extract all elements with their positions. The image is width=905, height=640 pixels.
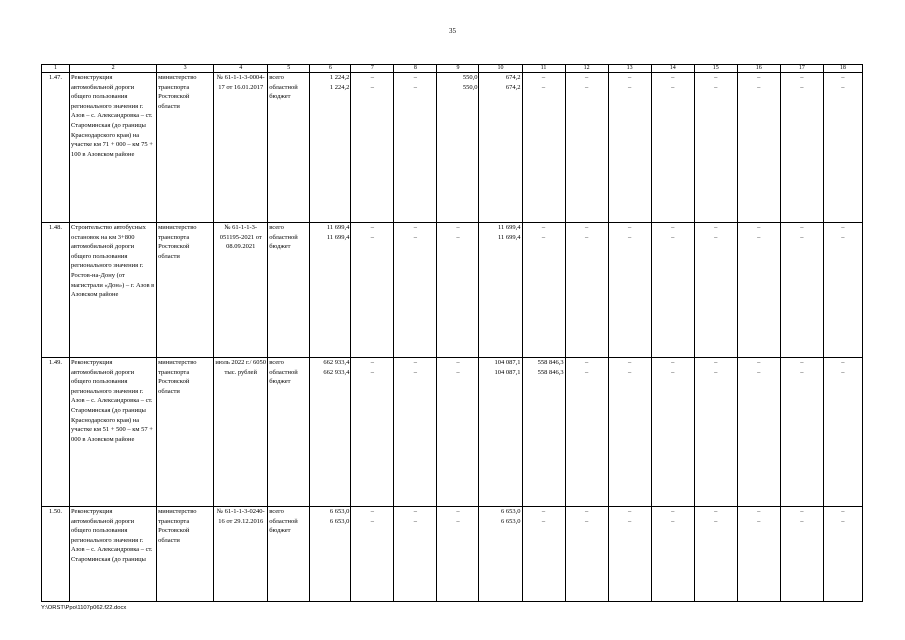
funding-source: [268, 73, 310, 223]
value-cell: [780, 358, 823, 507]
value-total: –: [456, 359, 460, 366]
value-cell: [522, 73, 565, 223]
table-row: [42, 507, 863, 602]
column-header: 16: [737, 65, 780, 73]
column-header: 5: [268, 65, 310, 73]
value-budget: 6 653,0: [329, 517, 350, 525]
value-cell: [479, 223, 522, 358]
value-total: –: [413, 359, 418, 366]
value-total: –: [671, 359, 675, 366]
value-cell: [437, 73, 479, 223]
value-cell: [310, 223, 351, 358]
value-total: 11 699,4: [326, 224, 350, 231]
funding-source-total: всего: [269, 74, 284, 81]
value-total: –: [413, 224, 418, 231]
value-total: 1 224,2: [329, 74, 350, 81]
value-cell: [780, 73, 823, 223]
funding-source-budget: областной бюджет: [269, 83, 298, 101]
value-budget: 11 699,4: [498, 233, 521, 241]
column-header: 3: [157, 65, 214, 73]
value-total: 674,2: [505, 74, 521, 81]
funding-source-budget: областной бюджет: [269, 368, 298, 386]
funding-source-total: всего: [269, 508, 284, 515]
value-total: –: [671, 508, 675, 515]
value-total: –: [628, 359, 632, 366]
value-budget: –: [841, 233, 845, 241]
value-budget: –: [628, 517, 632, 525]
responsible-org: министерство транспорта Ростовской области: [157, 223, 214, 358]
value-total: –: [413, 74, 418, 81]
value-budget: –: [413, 517, 418, 525]
column-header: 7: [351, 65, 394, 73]
value-budget: –: [714, 368, 718, 376]
value-total: –: [714, 508, 718, 515]
value-total: –: [541, 74, 546, 81]
column-header: 4: [214, 65, 268, 73]
value-cell: [565, 73, 608, 223]
value-cell: [694, 507, 737, 602]
column-header: 18: [823, 65, 862, 73]
value-budget: –: [800, 233, 804, 241]
value-budget: –: [628, 83, 632, 91]
value-cell: [522, 358, 565, 507]
value-cell: [823, 507, 862, 602]
value-budget: –: [757, 83, 761, 91]
column-header: 15: [694, 65, 737, 73]
column-header: 10: [479, 65, 522, 73]
row-number: 1.47.: [42, 73, 70, 223]
value-cell: [737, 223, 780, 358]
value-total: –: [757, 359, 761, 366]
value-budget: –: [541, 83, 546, 91]
value-total: –: [800, 508, 804, 515]
value-cell: [651, 223, 694, 358]
value-budget: –: [584, 517, 589, 525]
header-row: [42, 65, 863, 73]
value-cell: [737, 73, 780, 223]
value-cell: [780, 223, 823, 358]
value-total: –: [757, 508, 761, 515]
value-total: –: [800, 74, 804, 81]
value-cell: [651, 358, 694, 507]
value-total: –: [671, 74, 675, 81]
value-cell: [823, 358, 862, 507]
value-cell: [394, 223, 437, 358]
value-budget: –: [800, 368, 804, 376]
value-cell: [608, 358, 651, 507]
value-cell: [437, 223, 479, 358]
table-row: [42, 358, 863, 507]
value-total: –: [628, 224, 632, 231]
value-cell: [479, 507, 522, 602]
value-budget: –: [757, 233, 761, 241]
value-cell: [351, 73, 394, 223]
value-cell: [823, 223, 862, 358]
column-header: 2: [70, 65, 157, 73]
value-budget: 6 653,0: [501, 517, 521, 525]
value-total: 6 653,0: [329, 508, 350, 515]
value-total: 558 846,3: [537, 359, 564, 366]
value-budget: –: [628, 233, 632, 241]
document-ref: № 61-1-1-3-051195-2021 от 08.09.2021: [214, 223, 268, 358]
value-cell: [608, 223, 651, 358]
value-cell: [737, 358, 780, 507]
value-budget: –: [584, 368, 589, 376]
value-total: –: [628, 508, 632, 515]
value-budget: –: [370, 83, 374, 91]
value-budget: –: [628, 368, 632, 376]
value-budget: –: [800, 517, 804, 525]
row-number: 1.48.: [42, 223, 70, 358]
value-total: –: [800, 359, 804, 366]
value-cell: [394, 73, 437, 223]
value-budget: –: [584, 83, 589, 91]
project-name: Реконструкция автомобильной дороги общего пользования регионального значения г. Азов – с. Александровка – ст. Староминская (до границы Краснодарского края) на участке км 71 + 000 – км 75 + 100 в Азовском районе: [70, 73, 157, 223]
value-budget: –: [541, 233, 546, 241]
value-total: –: [584, 74, 589, 81]
row-number: 1.50.: [42, 507, 70, 602]
value-budget: –: [456, 517, 460, 525]
value-cell: [565, 223, 608, 358]
value-budget: 558 846,3: [537, 368, 564, 376]
value-budget: –: [370, 517, 374, 525]
value-cell: [437, 358, 479, 507]
value-cell: [479, 73, 522, 223]
value-budget: 662 933,4: [323, 368, 350, 376]
column-header: 13: [608, 65, 651, 73]
responsible-org: министерство транспорта Ростовской области: [157, 73, 214, 223]
value-budget: –: [456, 233, 460, 241]
value-total: –: [841, 224, 845, 231]
value-cell: [310, 73, 351, 223]
document-ref: июль 2022 г./ 6050 тыс. рублей: [214, 358, 268, 507]
value-total: –: [584, 508, 589, 515]
value-budget: –: [841, 517, 845, 525]
value-total: –: [841, 359, 845, 366]
value-budget: –: [671, 233, 675, 241]
value-total: –: [370, 224, 374, 231]
value-total: –: [757, 74, 761, 81]
value-budget: –: [584, 233, 589, 241]
value-budget: –: [714, 233, 718, 241]
value-cell: [737, 507, 780, 602]
value-cell: [479, 358, 522, 507]
value-total: –: [456, 508, 460, 515]
value-total: –: [714, 74, 718, 81]
page-number: 35: [449, 27, 456, 35]
funding-source-budget: областной бюджет: [269, 517, 298, 535]
value-budget: –: [671, 368, 675, 376]
value-total: –: [370, 359, 374, 366]
value-cell: [780, 507, 823, 602]
column-header: 8: [394, 65, 437, 73]
value-cell: [565, 358, 608, 507]
value-budget: –: [757, 517, 761, 525]
value-budget: –: [456, 368, 460, 376]
project-name: Строительство автобусных остановок на км 3+800 автомобильной дороги общего пользования регионального значения г. Ростов-на-Дону (от магистрали «Дон») – г. Азов в Азовском районе: [70, 223, 157, 358]
value-budget: –: [671, 517, 675, 525]
value-total: –: [370, 74, 374, 81]
value-cell: [394, 358, 437, 507]
funding-source-total: всего: [269, 359, 284, 366]
funding-source: [268, 358, 310, 507]
value-budget: 674,2: [505, 83, 521, 91]
value-cell: [437, 507, 479, 602]
column-header: 9: [437, 65, 479, 73]
value-cell: [351, 358, 394, 507]
value-total: –: [456, 224, 460, 231]
value-total: –: [714, 359, 718, 366]
value-total: –: [671, 224, 675, 231]
value-cell: [522, 507, 565, 602]
file-path-footer: Y:\ORST\Ppo\1107p062.f22.docx: [41, 605, 127, 611]
funding-source-budget: областной бюджет: [269, 233, 298, 251]
value-budget: 550,0: [462, 83, 478, 91]
value-total: 662 933,4: [323, 359, 350, 366]
value-cell: [694, 358, 737, 507]
value-cell: [310, 507, 351, 602]
value-cell: [394, 507, 437, 602]
value-total: 550,0: [462, 74, 478, 81]
value-budget: 11 699,4: [326, 233, 350, 241]
value-cell: [608, 507, 651, 602]
project-name: Реконструкция автомобильной дороги общего пользования регионального значения г. Азов – с. Александровка – ст. Староминская (до границы Краснодарского края) на участке км 51 + 500 – км 57 + 000 в Азовском районе: [70, 358, 157, 507]
document-ref: № 61-1-1-3-0240-16 от 29.12.2016: [214, 507, 268, 602]
value-total: 6 653,0: [501, 508, 521, 515]
value-total: –: [584, 224, 589, 231]
value-total: –: [757, 224, 761, 231]
column-header: 14: [651, 65, 694, 73]
value-budget: 104 087,1: [494, 368, 521, 376]
funding-source: [268, 507, 310, 602]
value-total: 104 087,1: [494, 359, 521, 366]
value-total: –: [841, 508, 845, 515]
value-budget: 1 224,2: [329, 83, 350, 91]
value-budget: –: [413, 233, 418, 241]
value-cell: [651, 73, 694, 223]
value-budget: –: [800, 83, 804, 91]
column-header: 17: [780, 65, 823, 73]
value-budget: –: [413, 83, 418, 91]
table-row: [42, 73, 863, 223]
value-cell: [694, 73, 737, 223]
row-number: 1.49.: [42, 358, 70, 507]
funding-source: [268, 223, 310, 358]
responsible-org: министерство транспорта Ростовской области: [157, 358, 214, 507]
column-header: 11: [522, 65, 565, 73]
value-cell: [565, 507, 608, 602]
value-total: –: [584, 359, 589, 366]
value-total: –: [370, 508, 374, 515]
column-header: 6: [310, 65, 351, 73]
document-ref: № 61-1-1-3-0004-17 от 16.01.2017: [214, 73, 268, 223]
funding-source-total: всего: [269, 224, 284, 231]
value-budget: –: [370, 233, 374, 241]
value-cell: [823, 73, 862, 223]
value-budget: –: [671, 83, 675, 91]
value-total: –: [541, 224, 546, 231]
project-name: Реконструкция автомобильной дороги общего пользования регионального значения г. Азов – с. Александровка – ст. Староминская (до границы: [70, 507, 157, 602]
value-budget: –: [757, 368, 761, 376]
value-total: 11 699,4: [498, 224, 521, 231]
data-table: [41, 64, 863, 602]
value-total: –: [800, 224, 804, 231]
value-cell: [694, 223, 737, 358]
value-budget: –: [413, 368, 418, 376]
responsible-org: министерство транспорта Ростовской области: [157, 507, 214, 602]
value-budget: –: [841, 368, 845, 376]
value-total: –: [841, 74, 845, 81]
column-header: 12: [565, 65, 608, 73]
value-budget: –: [370, 368, 374, 376]
value-cell: [522, 223, 565, 358]
value-cell: [310, 358, 351, 507]
value-total: –: [628, 74, 632, 81]
value-budget: –: [714, 517, 718, 525]
value-cell: [351, 223, 394, 358]
table-row: [42, 223, 863, 358]
value-cell: [651, 507, 694, 602]
value-cell: [351, 507, 394, 602]
value-total: –: [714, 224, 718, 231]
value-total: –: [413, 508, 418, 515]
value-total: –: [541, 508, 546, 515]
value-cell: [608, 73, 651, 223]
column-header: 1: [42, 65, 70, 73]
value-budget: –: [841, 83, 845, 91]
value-budget: –: [541, 517, 546, 525]
value-budget: –: [714, 83, 718, 91]
